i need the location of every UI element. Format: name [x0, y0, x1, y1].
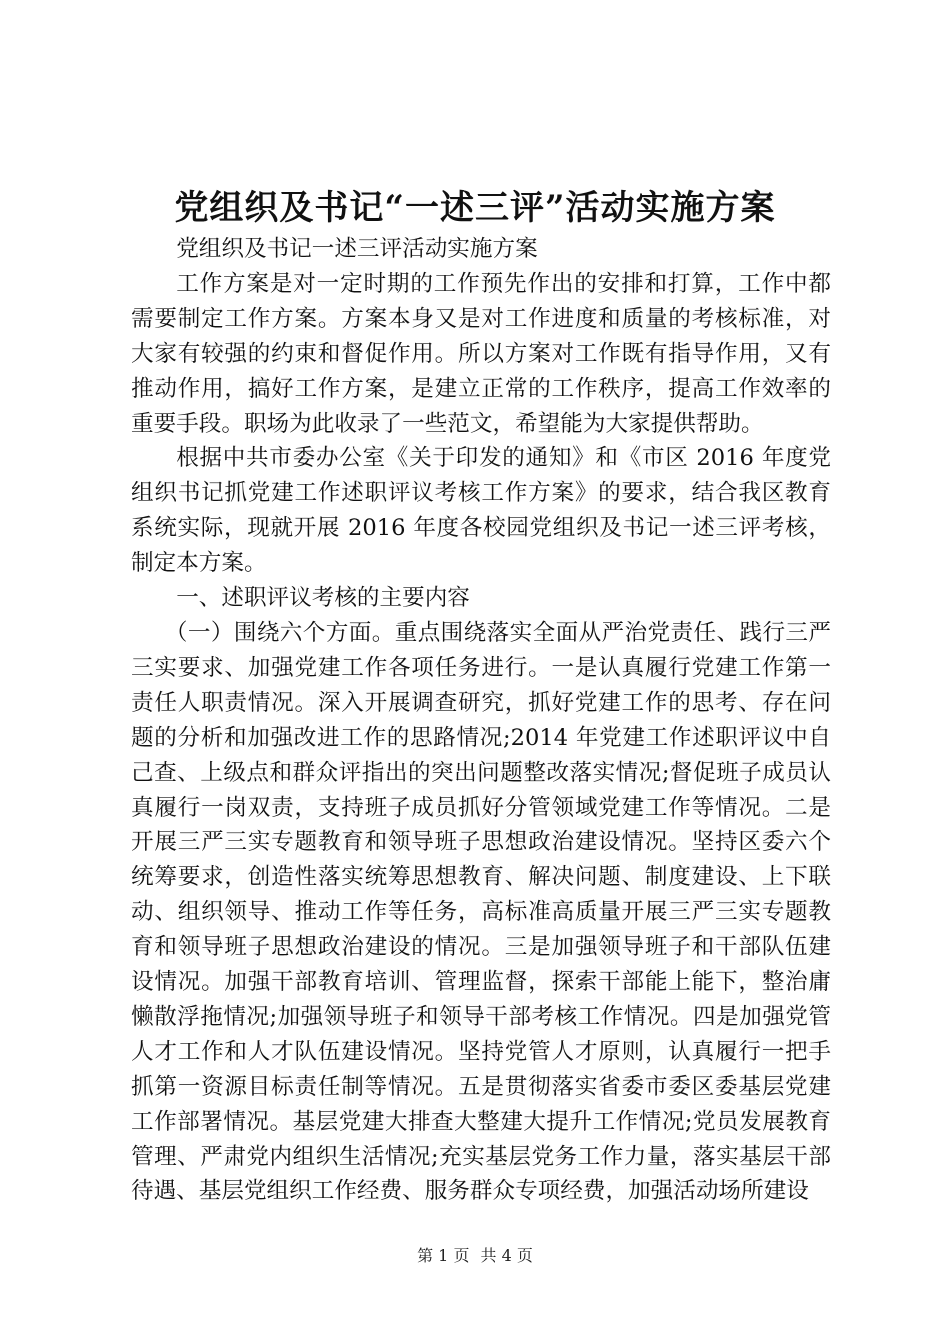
- paragraph-basis: 根据中共市委办公室《关于印发的通知》和《市区 2016 年度党组织书记抓党建工作述职评议考核工作方案》的要求，结合我区教育系统实际，现就开展 2016 年度各校园党组织及书记一述三评考核，制定本方案。: [131, 445, 831, 577]
- paragraph-intro: 工作方案是对一定时期的工作预先作出的安排和打算，工作中都需要制定工作方案。方案本身又是对工作进度和质量的考核标准，对大家有较强的约束和督促作用。所以方案对工作既有指导作用，又有推动作用，搞好工作方案，是建立正常的工作秩序，提高工作效率的重要手段。职场为此收录了一些范文，希望能为大家提供帮助。: [131, 270, 831, 437]
- section-heading: 一、述职评议考核的主要内容: [176, 585, 470, 612]
- page-footer: [0, 1246, 950, 1266]
- page-number: 第 1 页: [417, 1246, 470, 1265]
- document-title: 党组织及书记“一述三评”活动实施方案: [174, 188, 776, 228]
- document-subtitle: 党组织及书记一述三评活动实施方案: [176, 236, 538, 262]
- paragraph-six-aspects: （一）围绕六个方面。重点围绕落实全面从严治党责任、践行三严三实要求、加强党建工作各项任务进行。一是认真履行党建工作第一责任人职责情况。深入开展调查研究，抓好党建工作的思考、存在问题的分析和加强改进工作的思路情况;2014 年党建工作述职评议中自己查、上级点和群众评指出的突出问题整改落实情况;督促班子成员认真履行一岗双责，支持班子成员抓好分管领域党建工作等情况。二是开展三严三实专题教育和领导班子思想政治建设情况。坚持区委六个统筹要求，创造性落实统筹思想教育、解决问题、制度建设、上下联动、组织领导、推动工作等任务，高标准高质量开展三严三实专题教育和领导班子思想政治建设的情况。三是加强领导班子和干部队伍建设情况。加强干部教育培训、管理监督，探索干部能上能下，整治庸懒散浮拖情况;加强领导班子和领导干部考核工作情况。四是加强党管人才工作和人才队伍建设情况。坚持党管人才原则，认真履行一把手抓第一资源目标责任制等情况。五是贯彻落实省委市委区委基层党建工作部署情况。基层党建大排查大整建大提升工作情况;党员发展教育管理、严肃党内组织生活情况;充实基层党务工作力量，落实基层干部待遇、基层党组织工作经费、服务群众专项经费，加强活动场所建设: [131, 619, 831, 1205]
- page-total: 共 4 页: [480, 1246, 533, 1265]
- document-body: [131, 232, 831, 1209]
